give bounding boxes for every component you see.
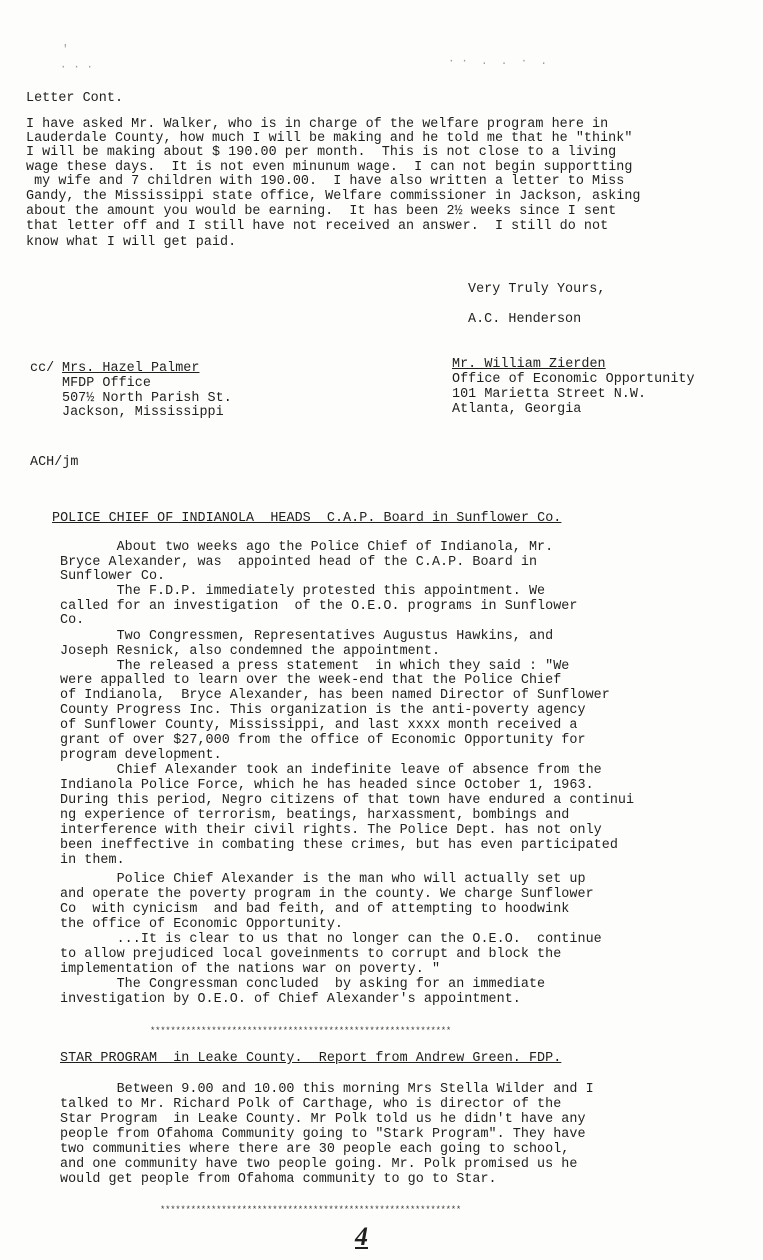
article-line: Joseph Resnick, also condemned the appointment. bbox=[60, 644, 441, 659]
letter-line: that letter off and I still have not received an answer. I still do not bbox=[26, 219, 609, 234]
article-line: Co with cynicism and bad feith, and of attempting to hoodwink bbox=[60, 902, 570, 917]
letter-line: wage these days. It is not even minunum wage. I can not begin supportting bbox=[26, 160, 633, 175]
letter-line: Lauderdale County, how much I will be making and he told me that he "think" bbox=[26, 131, 633, 146]
article-line: Two Congressmen, Representatives Augustus Hawkins, and bbox=[60, 629, 554, 644]
article-line: The released a press statement in which they said : "We bbox=[60, 659, 570, 674]
letter-line: I will be making about $ 190.00 per month. This is not close to a living bbox=[26, 145, 617, 160]
letter-signer: A.C. Henderson bbox=[468, 312, 582, 327]
cc-left-name: Mrs. Hazel Palmer bbox=[62, 361, 200, 376]
article-line: investigation by O.E.O. of Chief Alexander's appointment. bbox=[60, 992, 521, 1007]
page-number: 4 bbox=[355, 1222, 368, 1251]
letter-line: know what I will get paid. bbox=[26, 235, 237, 250]
letter-line: about the amount you would be earning. It has been 2½ weeks since I sent bbox=[26, 204, 617, 219]
article-line: people from Ofahoma Community going to "Stark Program". They have bbox=[60, 1127, 586, 1142]
cc-right-line: 101 Marietta Street N.W. bbox=[452, 387, 647, 402]
article-line: implementation of the nations war on poverty. " bbox=[60, 962, 441, 977]
article-line: interference with their civil rights. The Police Dept. has not only bbox=[60, 823, 602, 838]
article-line: and operate the poverty program in the county. We charge Sunflower bbox=[60, 887, 594, 902]
scan-speck: · · . . · . bbox=[448, 56, 548, 68]
article-line: been ineffective in combating these crimes, but has even participated bbox=[60, 838, 618, 853]
cc-prefix: cc/ bbox=[30, 361, 63, 376]
cc-left-line: Jackson, Mississippi bbox=[62, 405, 224, 420]
article-line: of Indianola, Bryce Alexander, has been named Director of Sunflower bbox=[60, 688, 610, 703]
cc-right-name: Mr. William Zierden bbox=[452, 357, 606, 372]
article-line: talked to Mr. Richard Polk of Carthage, who is director of the bbox=[60, 1097, 562, 1112]
article-line: grant of over $27,000 from the office of Economic Opportunity for bbox=[60, 733, 586, 748]
article-line: ng experience of terrorism, beatings, harxassment, bombings and bbox=[60, 808, 570, 823]
article-line: Chief Alexander took an indefinite leave of absence from the bbox=[60, 763, 602, 778]
article-line: The Congressman concluded by asking for an immediate bbox=[60, 977, 546, 992]
article-line: the office of Economic Opportunity. bbox=[60, 917, 343, 932]
article-line: called for an investigation of the O.E.O. programs in Sunflower bbox=[60, 599, 578, 614]
article-line: were appalled to learn over the week-end that the Police Chief bbox=[60, 673, 562, 688]
article-line: program development. bbox=[60, 748, 222, 763]
cc-left-line: MFDP Office bbox=[62, 376, 151, 391]
cc-right-line: Office of Economic Opportunity bbox=[452, 372, 695, 387]
article-line: two communities where there are 30 people each going to school, bbox=[60, 1142, 570, 1157]
article-line: Police Chief Alexander is the man who will actually set up bbox=[60, 872, 586, 887]
article-line: would get people from Ofahoma community to go to Star. bbox=[60, 1172, 497, 1187]
article-line: Bryce Alexander, was appointed head of the C.A.P. Board in bbox=[60, 555, 538, 570]
article-line: to allow prejudiced local goveinments to corrupt and block the bbox=[60, 947, 562, 962]
article-line: Star Program in Leake County. Mr Polk told us he didn't have any bbox=[60, 1112, 586, 1127]
article-line: About two weeks ago the Police Chief of Indianola, Mr. bbox=[60, 540, 554, 555]
article-line: Indianola Police Force, which he has headed since October 1, 1963. bbox=[60, 778, 594, 793]
article-heading: STAR PROGRAM in Leake County. Report from Andrew Green. FDP. bbox=[60, 1051, 562, 1066]
article-line: Between 9.00 and 10.00 this morning Mrs Stella Wilder and I bbox=[60, 1082, 594, 1097]
section-separator: *********************************************************** bbox=[150, 1026, 451, 1036]
article-heading: POLICE CHIEF OF INDIANOLA HEADS C.A.P. Board in Sunflower Co. bbox=[52, 511, 562, 526]
scan-speck: · · · bbox=[60, 62, 94, 74]
letter-line: Gandy, the Mississippi state office, Welfare commissioner in Jackson, asking bbox=[26, 189, 641, 204]
letter-continuation: Letter Cont. bbox=[26, 91, 124, 106]
article-line: in them. bbox=[60, 853, 125, 868]
article-line: and one community have two people going. Mr. Polk promised us he bbox=[60, 1157, 578, 1172]
section-separator: *********************************************************** bbox=[160, 1205, 461, 1215]
letter-line: I have asked Mr. Walker, who is in charge of the welfare program here in bbox=[26, 117, 609, 132]
article-line: During this period, Negro citizens of that town have endured a continui bbox=[60, 793, 635, 808]
article-line: Co. bbox=[60, 613, 85, 628]
cc-left-line: 507½ North Parish St. bbox=[62, 391, 232, 406]
typist-initials: ACH/jm bbox=[30, 455, 79, 470]
article-line: of Sunflower County, Mississippi, and last xxxx month received a bbox=[60, 718, 578, 733]
article-line: The F.D.P. immediately protested this appointment. We bbox=[60, 584, 546, 599]
article-line: ...It is clear to us that no longer can the O.E.O. continue bbox=[60, 932, 602, 947]
cc-right-line: Atlanta, Georgia bbox=[452, 402, 582, 417]
article-line: Sunflower Co. bbox=[60, 569, 166, 584]
letter-line: my wife and 7 children with 190.00. I have also written a letter to Miss bbox=[26, 174, 625, 189]
letter-closing: Very Truly Yours, bbox=[468, 282, 606, 297]
scan-speck: ' bbox=[62, 44, 69, 56]
article-line: County Progress Inc. This organization is the anti-poverty agency bbox=[60, 703, 586, 718]
